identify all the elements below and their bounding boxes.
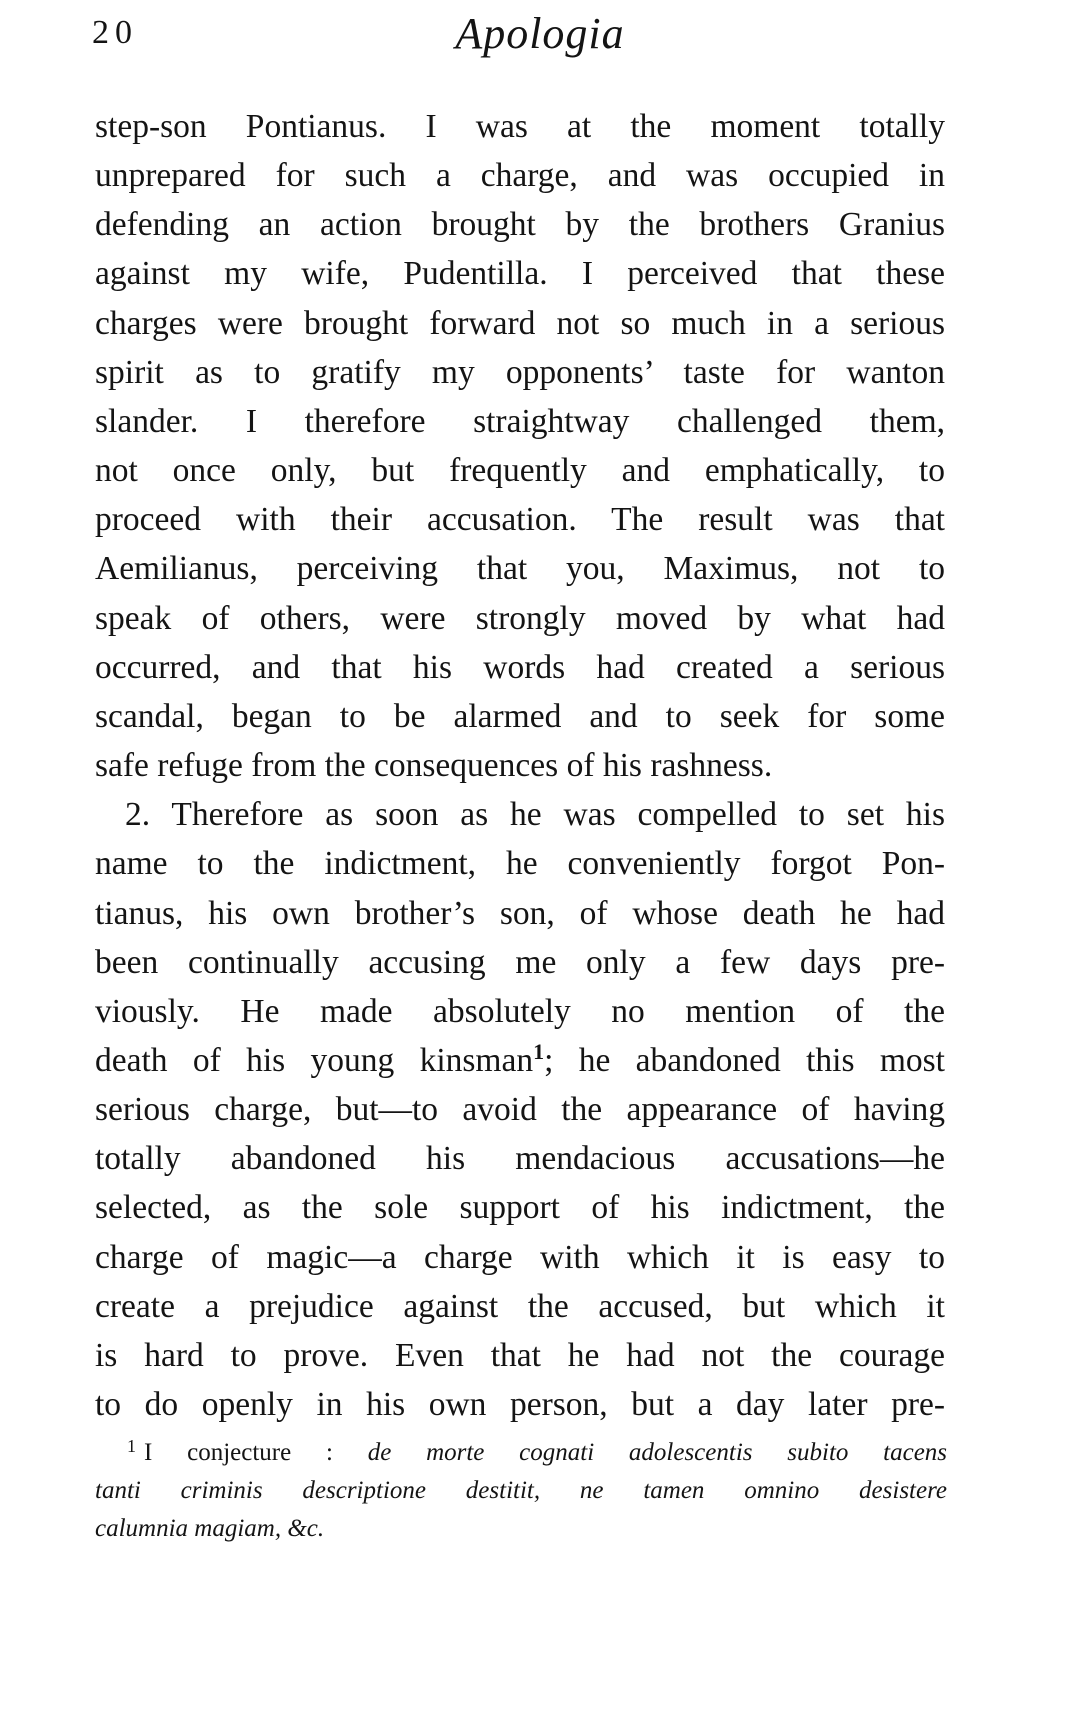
text-line: defending an action brought by the brothers Granius (95, 206, 945, 244)
footnote-line: calumnia magiam, &c. (95, 1515, 325, 1542)
text-line: occurred, and that his words had created a serious (95, 648, 945, 686)
footnote-intro: I conjecture : (144, 1439, 333, 1466)
text-line: charges were brought forward not so much in a serious (95, 304, 945, 342)
text-line: not once only, but frequently and emphatically, to (95, 452, 945, 490)
text-line: step-son Pontianus. I was at the moment totally (95, 108, 945, 145)
text-line: 2. Therefore as soon as he was compelled to set his (125, 796, 945, 834)
text-line: been continually accusing me only a few days pre- (95, 943, 945, 981)
footnote-line: tanti criminis descriptione destitit, ne tamen omnino desistere (95, 1477, 947, 1504)
text-fragment: ; he abandoned this most (544, 1041, 945, 1079)
footnote-latin: de morte cognati adolescentis subito tacens (367, 1439, 948, 1466)
body-text (95, 102, 945, 1429)
footnote-reference[interactable]: 1 (533, 1038, 545, 1064)
text-line: spirit as to gratify my opponents’ taste for wanton (95, 353, 945, 391)
footnote-marker: 1 (127, 1436, 136, 1456)
running-title: Apologia (455, 9, 625, 58)
footnote-line (95, 1434, 947, 1472)
footnote (95, 1434, 947, 1548)
text-line: totally abandoned his mendacious accusations—he (95, 1140, 945, 1178)
text-line: tianus, his own brother’s son, of whose death he had (95, 894, 945, 932)
text-line: serious charge, but—to avoid the appearance of having (95, 1091, 945, 1129)
text-line: safe refuge from the consequences of his rashness. (95, 747, 773, 785)
text-line: viously. He made absolutely no mention of the (95, 992, 945, 1030)
text-line: slander. I therefore straightway challenged them, (95, 402, 945, 440)
page-number: 20 (92, 14, 138, 51)
text-line: against my wife, Pudentilla. I perceived that these (95, 255, 945, 293)
text-line: charge of magic—a charge with which it is easy to (95, 1238, 945, 1276)
text-fragment: death of his young kinsman (95, 1041, 534, 1079)
text-line: create a prejudice against the accused, but which it (95, 1287, 945, 1325)
text-line: to do openly in his own person, but a day later pre- (95, 1386, 945, 1424)
text-line: selected, as the sole support of his indictment, the (95, 1189, 945, 1227)
text-line-with-footnote (95, 1036, 945, 1085)
text-line: unprepared for such a charge, and was occupied in (95, 157, 945, 195)
text-line: speak of others, were strongly moved by what had (95, 599, 945, 637)
text-line: Aemilianus, perceiving that you, Maximus, not to (95, 550, 945, 588)
text-line: proceed with their accusation. The result was that (95, 501, 945, 539)
text-line: scandal, began to be alarmed and to seek for some (95, 697, 945, 735)
text-line: name to the indictment, he conveniently forgot Pon- (95, 845, 945, 883)
text-line: is hard to prove. Even that he had not the courage (95, 1336, 945, 1374)
